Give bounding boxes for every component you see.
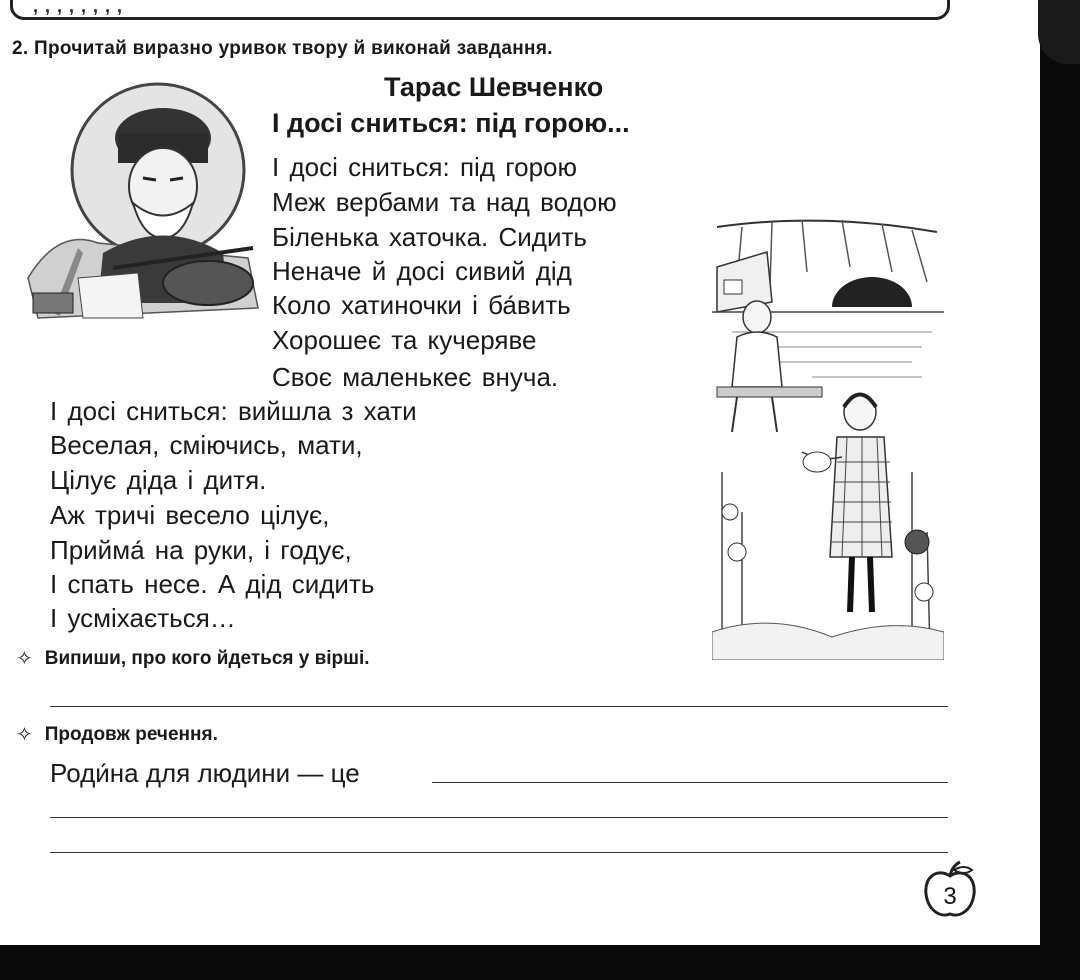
page-number: 3 bbox=[943, 883, 957, 910]
star-outline-icon: ✧ bbox=[16, 648, 33, 670]
poem-line: Цілує діда і дитя. bbox=[50, 465, 267, 495]
task-instruction: Прочитай виразно уривок твору й виконай завдання. bbox=[34, 38, 553, 59]
poem-line: Аж тричі весело цілує, bbox=[50, 500, 330, 530]
poem-author: Тарас Шевченко bbox=[384, 72, 604, 102]
task-number: 2. bbox=[12, 38, 29, 59]
star-outline-icon: ✧ bbox=[16, 724, 33, 746]
exercise-continue-text: Продовж речення. bbox=[44, 723, 218, 745]
poem-title: І досі сниться: під горою... bbox=[272, 108, 630, 138]
poem-line: Своє маленькеє внуча. bbox=[272, 362, 559, 392]
answer-line-3[interactable] bbox=[50, 817, 948, 818]
exercise-continue bbox=[16, 722, 218, 747]
poem-line: І усміхається… bbox=[50, 603, 236, 633]
page-edge-bottom bbox=[0, 945, 1080, 980]
poem-line: Веселая, сміючись, мати, bbox=[50, 430, 363, 460]
village-scene-illustration bbox=[712, 212, 944, 660]
exercise-write-out-text: Випиши, про кого йдеться у вірші. bbox=[44, 647, 370, 669]
shevchenko-portrait-image bbox=[18, 78, 268, 328]
previous-task-box bbox=[10, 0, 950, 20]
poem-line: Біленька хаточка. Сидить bbox=[272, 222, 587, 252]
page-edge-right bbox=[1040, 0, 1080, 980]
poem-line: Хорошеє та кучеряве bbox=[272, 325, 537, 355]
poem-line: Прийма́ на руки, і годує, bbox=[50, 535, 352, 565]
poem-line: І досі сниться: вийшла з хати bbox=[50, 396, 417, 426]
answer-line-4[interactable] bbox=[50, 852, 948, 853]
answer-line-1[interactable] bbox=[50, 706, 948, 707]
answer-line-2[interactable] bbox=[432, 782, 948, 783]
poem-line: Неначе й досі сивий дід bbox=[272, 256, 572, 286]
poem-line: Меж вербами та над водою bbox=[272, 187, 617, 217]
poem-line: І досі сниться: під горою bbox=[272, 152, 577, 182]
poem-line: І спать несе. А дід сидить bbox=[50, 569, 375, 599]
sentence-start: Роди́на для людини — це bbox=[50, 758, 360, 788]
exercise-write-out bbox=[16, 646, 370, 671]
apple-icon bbox=[918, 858, 982, 922]
task-header bbox=[12, 38, 553, 60]
previous-task-box-fragment: , , , , , , , , bbox=[33, 0, 124, 16]
poem-line: Коло хатиночки і ба́вить bbox=[272, 290, 571, 320]
